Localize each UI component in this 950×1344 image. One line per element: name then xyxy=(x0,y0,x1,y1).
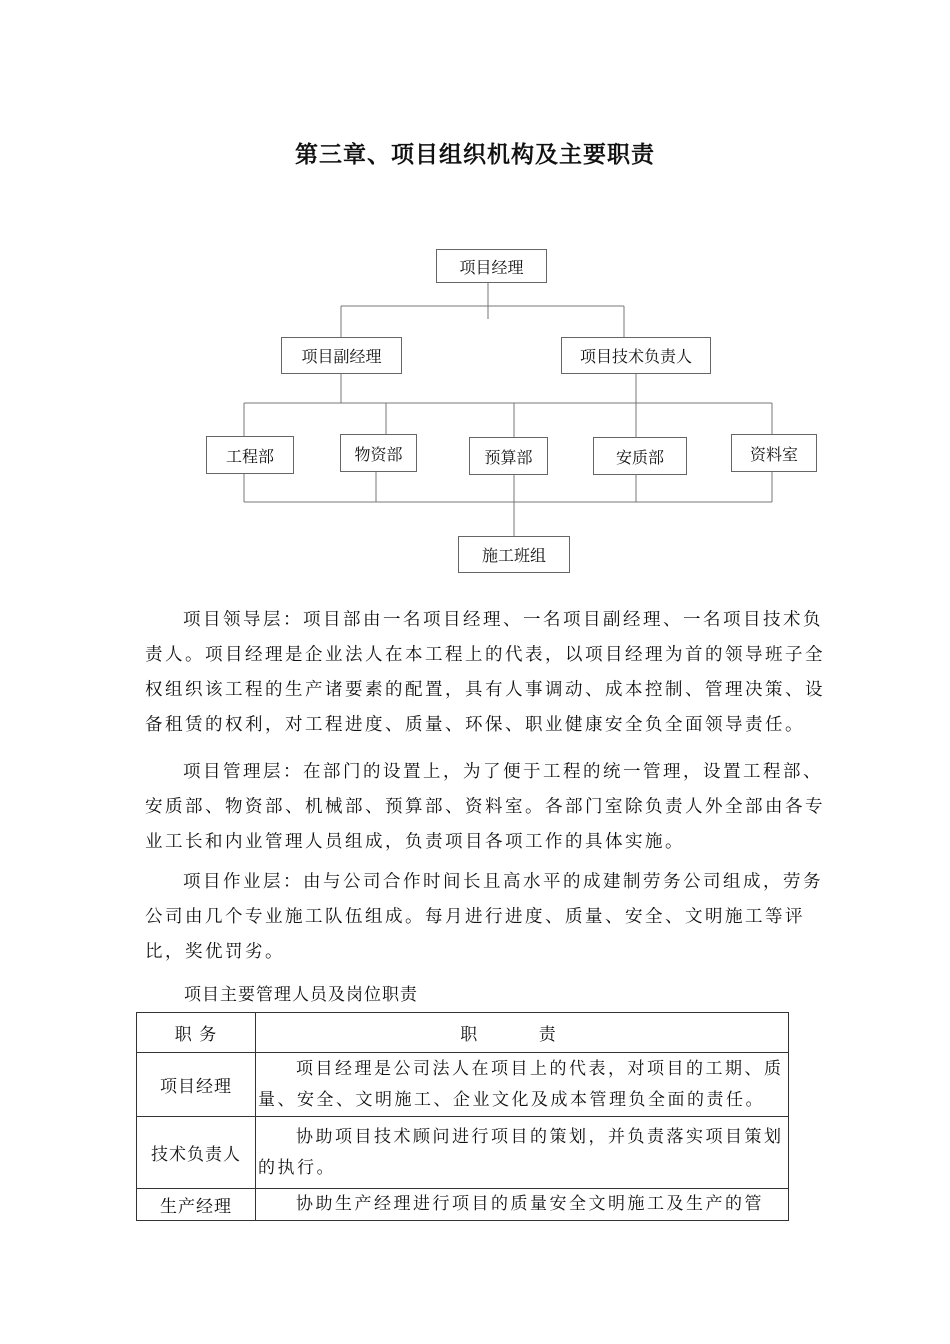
duties-table xyxy=(136,1012,789,1221)
table-header-row xyxy=(137,1013,789,1053)
org-node-materials-dept xyxy=(340,434,417,472)
org-node-records-room xyxy=(731,434,817,472)
org-node-label: 安质部 xyxy=(615,447,664,467)
org-node-label: 物资部 xyxy=(354,444,403,464)
org-chart-connectors xyxy=(0,240,950,580)
org-node-label: 项目副经理 xyxy=(301,347,382,366)
org-node-construction-teams xyxy=(458,536,570,573)
table-caption: 项目主要管理人员及岗位职责 xyxy=(184,985,418,1005)
org-node-label: 预算部 xyxy=(484,447,533,467)
table-row xyxy=(137,1189,789,1221)
row-role: 生产经理 xyxy=(137,1189,256,1221)
org-node-label: 项目经理 xyxy=(459,257,524,277)
org-node-label: 项目技术负责人 xyxy=(579,347,692,366)
row-role: 技术负责人 xyxy=(137,1117,256,1189)
row-role: 项目经理 xyxy=(137,1053,256,1117)
paragraph-leadership: 项目领导层：项目部由一名项目经理、一名项目副经理、一名项目技术负责人。项目经理是企业法人在本工程上的代表，以项目经理为首的领导班子全权组织该工程的生产诸要素的配置，具有人事调动、成本控制、管理决策、设备租赁的权利，对工程进度、质量、环保、职业健康安全负全面领导责任。 xyxy=(145,610,825,735)
org-node-engineering-dept xyxy=(206,436,294,474)
org-node-label: 工程部 xyxy=(225,446,274,466)
org-node-project-manager xyxy=(436,249,547,283)
row-duty: 协助生产经理进行项目的质量安全文明施工及生产的管 xyxy=(256,1189,789,1221)
org-node-label: 施工班组 xyxy=(481,546,546,565)
table-row xyxy=(137,1053,789,1117)
header-duty: 职 责 xyxy=(256,1013,789,1053)
table-row xyxy=(137,1117,789,1189)
org-node-label: 资料室 xyxy=(749,444,798,464)
page-title: 第三章、项目组织机构及主要职责 xyxy=(295,142,655,168)
row-duty: 协助项目技术顾问进行项目的策划，并负责落实项目策划的执行。 xyxy=(256,1117,789,1189)
org-node-budget-dept xyxy=(469,437,548,475)
row-duty: 项目经理是公司法人在项目上的代表，对项目的工期、质量、安全、文明施工、企业文化及成本管理负全面的责任。 xyxy=(256,1053,789,1117)
header-role: 职 务 xyxy=(137,1013,256,1053)
org-node-safety-quality-dept xyxy=(593,437,687,475)
org-node-deputy-manager xyxy=(281,337,402,374)
paragraph-management: 项目管理层：在部门的设置上，为了便于工程的统一管理，设置工程部、安质部、物资部、机械部、预算部、资料室。各部门室除负责人外全部由各专业工长和内业管理人员组成，负责项目各项工作的具体实施。 xyxy=(145,762,825,852)
paragraph-operations: 项目作业层：由与公司合作时间长且高水平的成建制劳务公司组成，劳务公司由几个专业施工队伍组成。每月进行进度、质量、安全、文明施工等评比，奖优罚劣。 xyxy=(145,872,823,962)
org-node-technical-lead xyxy=(561,337,711,374)
